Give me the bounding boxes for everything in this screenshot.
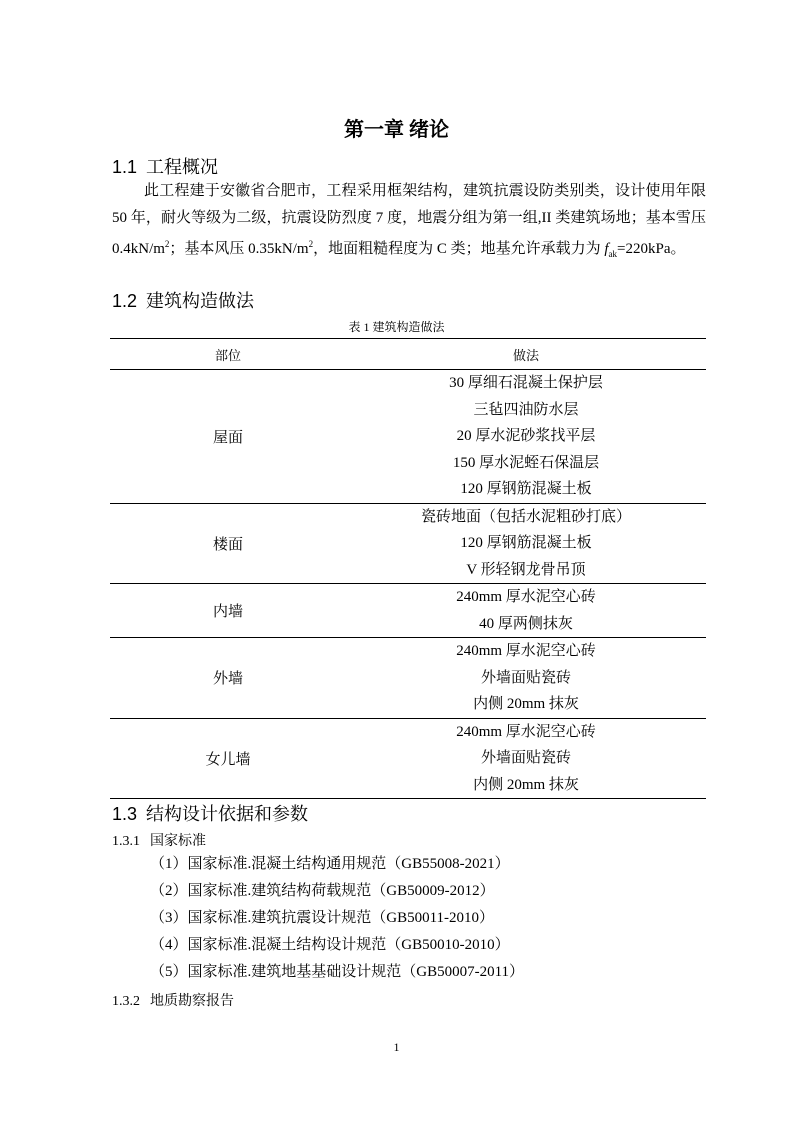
chapter-title: 第一章 绪论	[344, 119, 449, 141]
table-row	[110, 638, 706, 719]
section-title: 建筑构造做法	[146, 291, 254, 311]
bearing-symbol: f	[604, 241, 609, 257]
standard-item: （5）国家标准.建筑地基基础设计规范（GB50007-2011）	[150, 964, 525, 980]
method-cell	[346, 503, 706, 584]
section-heading-1-1	[112, 153, 218, 179]
table-header-row	[110, 339, 706, 370]
method-line: 240mm 厚水泥空心砖	[456, 643, 596, 659]
method-line: 外墙面贴瓷砖	[480, 750, 571, 766]
method-line: 内侧 20mm 抹灰	[473, 776, 579, 793]
superscript: 2	[308, 239, 314, 249]
section-number: 1.1	[112, 157, 138, 177]
method-line: 240mm 厚水泥空心砖	[456, 589, 596, 605]
part-cell: 外墙	[110, 638, 346, 719]
overview-text: ，地面粗糙程度为 C 类；地基允许承载力为	[313, 241, 605, 257]
subsection-number: 1.3.2	[112, 994, 140, 1009]
table-row	[110, 370, 706, 504]
page-number: 1	[393, 1040, 400, 1054]
method-line: 120 厚钢筋混凝土板	[460, 535, 592, 551]
table-row	[110, 718, 706, 799]
part-cell: 楼面	[110, 503, 346, 584]
overview-text: =220kPa。	[617, 241, 686, 257]
section-heading-1-3	[112, 800, 308, 826]
section-heading-1-2	[112, 287, 254, 313]
method-line: 40 厚两侧抹灰	[479, 615, 573, 632]
method-line: 120 厚钢筋混凝土板	[460, 481, 592, 497]
subsection-heading-1-3-2	[112, 990, 234, 1010]
header-cell-method: 做法	[346, 339, 706, 370]
project-overview-paragraph	[112, 178, 706, 268]
table-caption: 表 1 建筑构造做法	[348, 320, 445, 334]
subsection-number: 1.3.1	[112, 834, 140, 849]
part-cell: 内墙	[110, 584, 346, 638]
section-number: 1.3	[112, 804, 138, 824]
method-cell	[346, 718, 706, 799]
method-line: 30 厚细石混凝土保护层	[449, 375, 603, 391]
header-cell-part: 部位	[110, 339, 346, 370]
method-line: 瓷砖地面（包括水泥粗砂打底）	[420, 508, 631, 525]
construction-table	[110, 338, 706, 799]
part-cell: 屋面	[110, 370, 346, 504]
method-line: 三毡四油防水层	[473, 401, 579, 418]
standard-item: （3）国家标准.建筑抗震设计规范（GB50011-2010）	[150, 910, 495, 926]
section-number: 1.2	[112, 291, 138, 311]
table-row	[110, 584, 706, 638]
section-title: 工程概况	[146, 157, 218, 177]
method-cell	[346, 638, 706, 719]
method-line: 240mm 厚水泥空心砖	[456, 723, 596, 740]
method-line: 150 厚水泥蛭石保温层	[452, 454, 600, 471]
part-cell: 女儿墙	[110, 718, 346, 799]
method-line: 内侧 20mm 抹灰	[473, 696, 579, 712]
method-cell	[346, 584, 706, 638]
standard-item: （4）国家标准.混凝土结构设计规范（GB50010-2010）	[150, 937, 510, 953]
method-line: 外墙面贴瓷砖	[480, 669, 571, 686]
method-line: V 形轻钢龙骨吊顶	[466, 561, 586, 578]
standard-item: （1）国家标准.混凝土结构通用规范（GB55008-2021）	[150, 856, 510, 872]
section-title: 结构设计依据和参数	[146, 804, 308, 824]
subsection-title: 国家标准	[150, 834, 206, 849]
method-line: 20 厚水泥砂浆找平层	[456, 428, 596, 444]
subscript: ak	[608, 249, 618, 259]
subsection-heading-1-3-1	[112, 830, 206, 850]
superscript: 2	[164, 239, 170, 249]
method-cell	[346, 370, 706, 504]
overview-text: 此工程建于安徽省合肥市，工程采用框架结构，建筑抗震设防类别类，设计使用年限 50 年，耐火等级为二级，抗震设防烈度 7 度，地震分组为第一组,II 类建筑场地；基本雪压 0.4kN/m	[112, 183, 706, 257]
table-body	[110, 370, 706, 799]
subsection-title: 地质勘察报告	[150, 994, 234, 1009]
table-row	[110, 503, 706, 584]
standard-item: （2）国家标准.建筑结构荷载规范（GB50009-2012）	[150, 883, 495, 899]
overview-text: ；基本风压 0.35kN/m	[169, 241, 309, 257]
